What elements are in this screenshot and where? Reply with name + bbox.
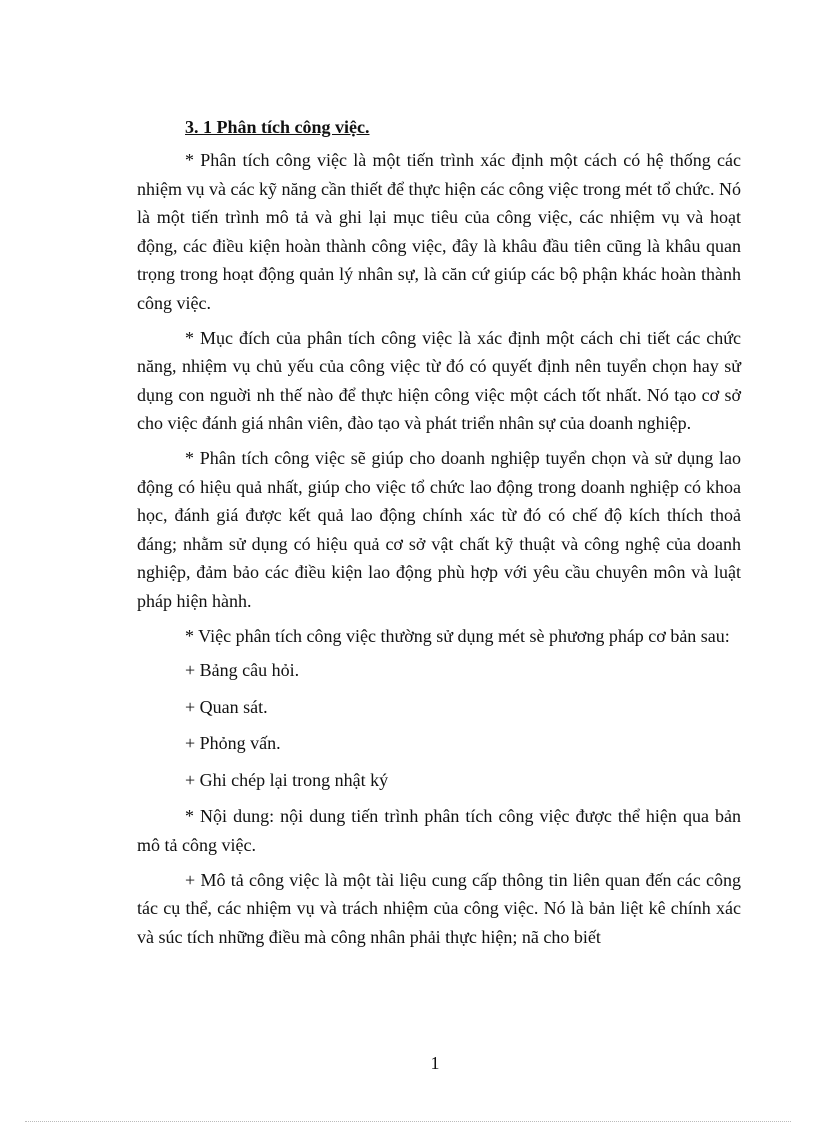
method-item-diary: + Ghi chép lại trong nhật ký bbox=[185, 769, 389, 790]
section-heading: 3. 1 Phân tích công việc. bbox=[185, 117, 370, 137]
page-bottom-divider bbox=[25, 1121, 791, 1122]
paragraph-methods-intro: * Việc phân tích công việc thường sử dụng mét sè phương pháp cơ bản sau: bbox=[185, 625, 730, 646]
paragraph-definition: * Phân tích công việc là một tiến trình xác định một cách có hệ thống các nhiệm vụ và các kỹ năng cần thiết để thực hiện các công việc trong mét tổ chức. Nó là một tiến trình mô tả và ghi lại mục tiêu của công việc, các nhiệm vụ và hoạt động, các điều kiện hoàn thành công việc, đây là khâu đầu tiên cũng là khâu quan trọng trong hoạt động quản lý nhân sự, là căn cứ giúp các bộ phận khác hoàn thành công việc. bbox=[137, 150, 741, 313]
paragraph-job-description: + Mô tả công việc là một tài liệu cung cấp thông tin liên quan đến các công tác cụ thể, các nhiệm vụ và trách nhiệm của công việc. Nó là bản liệt kê chính xác và súc tích những điều mà công nhân phải thực hiện; nã cho biết bbox=[137, 869, 741, 947]
method-item-questionnaire: + Bảng câu hỏi. bbox=[185, 660, 300, 681]
paragraph-benefits: * Phân tích công việc sẽ giúp cho doanh nghiệp tuyển chọn và sử dụng lao động có hiệu quả nhất, giúp cho việc tổ chức lao động trong doanh nghiệp có khoa học, đánh giá được kết quả lao động chính xác từ đó có chế độ kích thích thoả đáng; nhằm sử dụng có hiệu quả cơ sở vật chất kỹ thuật và công nghệ của doanh nghiệp, đảm bảo các điều kiện lao động phù hợp với yêu cầu chuyên môn và luật pháp hiện hành. bbox=[137, 447, 741, 611]
paragraph-purpose: * Mục đích của phân tích công việc là xác định một cách chi tiết các chức năng, nhiệm vụ chủ yếu của công việc từ đó có quyết định nên tuyển chọn hay sử dụng con nguời nh thế nào để thực hiện công việc một cách tốt nhất. Nó tạo cơ sở cho việc đánh giá nhân viên, đào tạo và phát triển nhân sự của doanh nghiệp. bbox=[137, 327, 741, 434]
page-content bbox=[137, 113, 741, 957]
method-item-observation: + Quan sát. bbox=[185, 696, 268, 717]
method-item-interview: + Phỏng vấn. bbox=[185, 733, 281, 754]
page-number: 1 bbox=[430, 1053, 440, 1073]
paragraph-content: * Nội dung: nội dung tiến trình phân tích công việc được thể hiện qua bản mô tả công việc. bbox=[137, 806, 741, 856]
